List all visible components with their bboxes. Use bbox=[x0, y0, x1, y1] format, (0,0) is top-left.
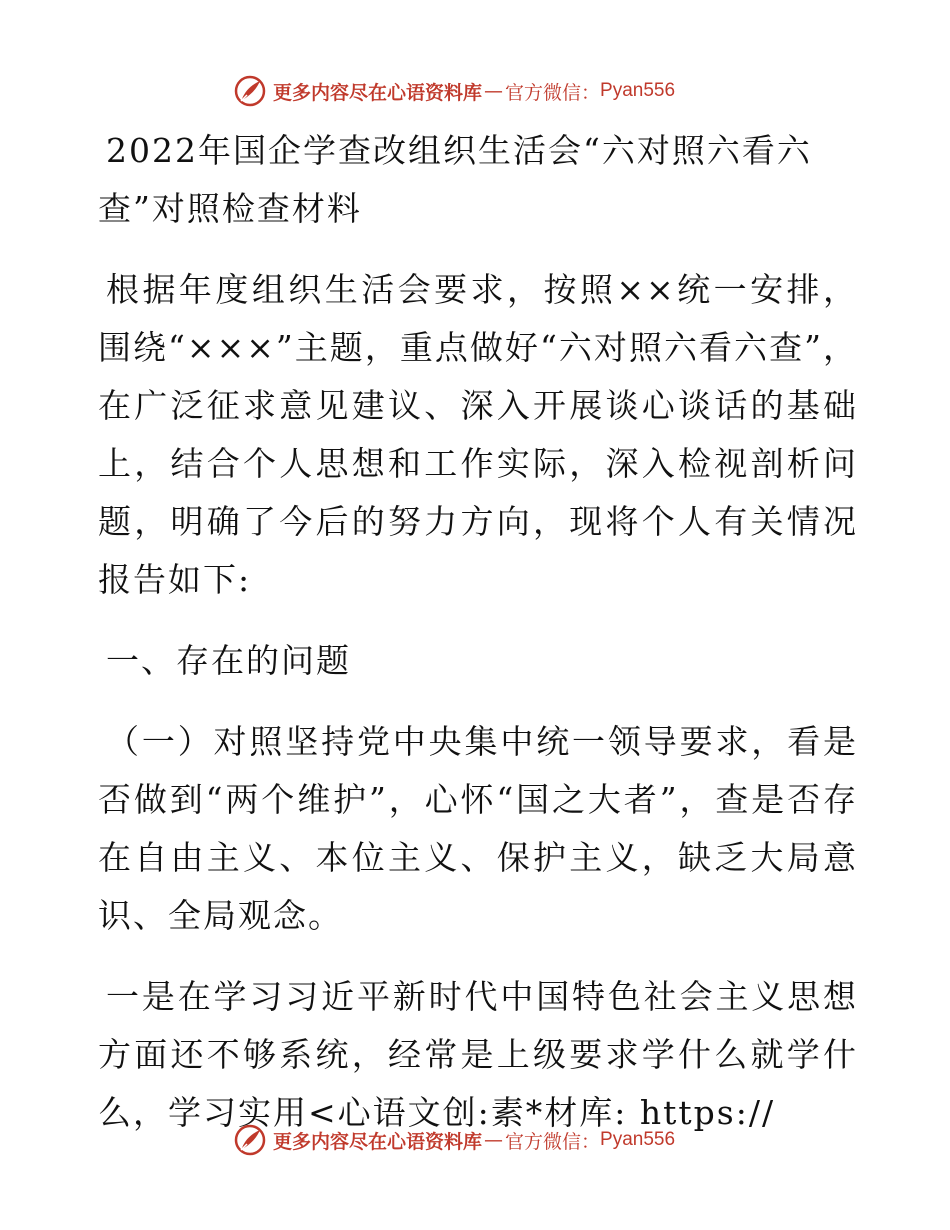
footer-dash: — bbox=[484, 1129, 504, 1151]
footer-banner bbox=[233, 1122, 675, 1158]
header-wechat-id: Pyan556 bbox=[600, 80, 676, 101]
header-dash: — bbox=[484, 80, 504, 102]
subsection-paragraph: （一）对照坚持党中央集中统一领导要求，看是否做到“两个维护”，心怀“国之大者”，查是否存在自由主义、本位主义、保护主义，缺乏大局意识、全局观念。 bbox=[98, 722, 858, 935]
intro-paragraph: 根据年度组织生活会要求，按照××统一安排，围绕“×××”主题，重点做好“六对照六看六查”，在广泛征求意见建议、深入开展谈心谈话的基础上，结合个人思想和工作实际，深入检视剖析问题，明确了今后的努力方向，现将个人有关情况报告如下: bbox=[98, 270, 858, 599]
footer-wechat-label: 官方微信： bbox=[505, 1130, 601, 1153]
section-heading: 一、存在的问题 bbox=[106, 641, 351, 680]
footer-wechat-id: Pyan556 bbox=[600, 1129, 676, 1150]
footer-site-text: 更多内容尽在心语资料库 bbox=[273, 1130, 483, 1153]
header-banner bbox=[233, 73, 675, 109]
point-paragraph: 一是在学习习近平新时代中国特色社会主义思想方面还不够系统，经常是上级要求学什么就学什么，学习实用<心语文创:素*材库: https:// bbox=[98, 977, 858, 1132]
header-wechat-label: 官方微信： bbox=[505, 81, 601, 104]
quill-logo-icon bbox=[233, 74, 267, 108]
quill-logo-icon bbox=[233, 1123, 267, 1157]
document-title: 2022年国企学查改组织生活会“六对照六看六查”对照检查材料 bbox=[98, 131, 812, 228]
header-site-text: 更多内容尽在心语资料库 bbox=[273, 81, 483, 104]
document-body bbox=[98, 122, 858, 1165]
